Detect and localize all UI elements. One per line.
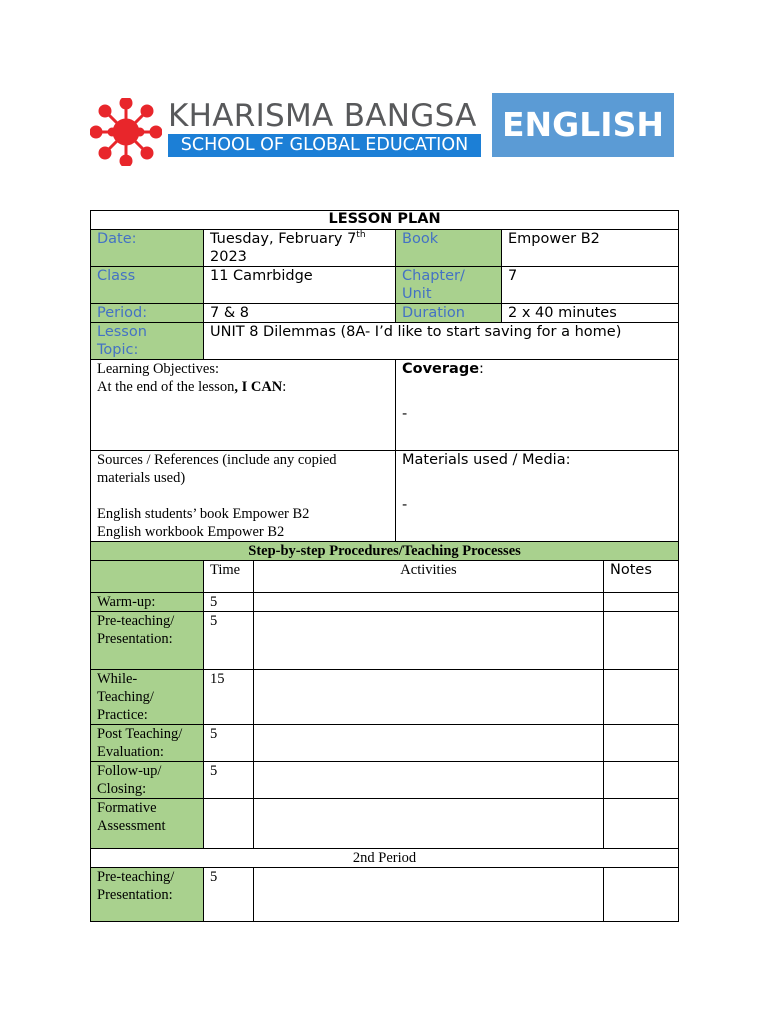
stage-label-line: Practice:: [97, 707, 148, 723]
source-item: English students’ book Empower B2: [97, 506, 310, 522]
stage-time: 5: [204, 725, 254, 762]
book-value: Empower B2: [502, 230, 679, 267]
lesson-plan-title: LESSON PLAN: [91, 211, 679, 230]
stage-label-line: Presentation:: [97, 887, 173, 903]
stage-label-line: While-: [97, 671, 138, 687]
stage-label: [91, 725, 204, 762]
materials-value: -: [402, 497, 408, 513]
subject-badge: ENGLISH: [492, 93, 674, 157]
activity-cell: [254, 762, 604, 799]
activity-cell: [254, 868, 604, 922]
stage-label: [91, 670, 204, 725]
procedures-title: Step-by-step Procedures/Teaching Processes: [91, 542, 679, 561]
notes-cell: [604, 799, 679, 849]
objectives-i-can: , I CAN: [234, 379, 283, 395]
chapter-label-line-1: Chapter/: [402, 268, 465, 284]
stage-label-line: Closing:: [97, 781, 147, 797]
stage-label-line: Presentation:: [97, 631, 173, 647]
class-label: Class: [91, 267, 204, 304]
stage-time: [204, 799, 254, 849]
learning-objectives-cell: [91, 360, 396, 451]
stage-label: [91, 799, 204, 849]
stage-label-line: Post Teaching/: [97, 726, 183, 742]
materials-label: Materials used / Media:: [402, 452, 571, 468]
sources-cell: [91, 451, 396, 542]
stage-time: 15: [204, 670, 254, 725]
stage-label-line: Formative: [97, 800, 157, 816]
stage-label-line: Evaluation:: [97, 744, 164, 760]
table-row: [91, 612, 679, 670]
stage-label-line: Follow-up/: [97, 763, 162, 779]
activity-cell: [254, 799, 604, 849]
second-period-header: 2nd Period: [91, 849, 679, 868]
activity-cell: [254, 593, 604, 612]
notes-cell: [604, 725, 679, 762]
notes-cell: [604, 593, 679, 612]
chapter-label-line-2: Unit: [402, 286, 432, 302]
objectives-intro: At the end of the lesson: [97, 379, 235, 395]
school-logo-icon: [90, 98, 162, 166]
source-item: English workbook Empower B2: [97, 524, 285, 540]
notes-cell: [604, 612, 679, 670]
table-row: [91, 670, 679, 725]
stage-label-line: Pre-teaching/: [97, 613, 175, 629]
date-value: [204, 230, 396, 267]
notes-cell: [604, 670, 679, 725]
topic-label-line-2: Topic:: [97, 342, 139, 358]
activity-cell: [254, 725, 604, 762]
stage-label: [91, 762, 204, 799]
stage-label: Warm-up:: [91, 593, 204, 612]
materials-cell: [396, 451, 679, 542]
sources-heading-line-2: materials used): [97, 470, 186, 486]
sources-heading-line-1: Sources / References (include any copied: [97, 452, 337, 468]
stage-label-line: Pre-teaching/: [97, 869, 175, 885]
chapter-label: [396, 267, 502, 304]
school-subtitle: SCHOOL OF GLOBAL EDUCATION: [168, 134, 481, 157]
table-row: [91, 868, 679, 922]
activities-column-header: Activities: [254, 561, 604, 593]
activity-cell: [254, 670, 604, 725]
stage-label: [91, 612, 204, 670]
topic-label: [91, 323, 204, 360]
stage-label: [91, 868, 204, 922]
notes-column-header: Notes: [604, 561, 679, 593]
notes-cell: [604, 762, 679, 799]
time-column-header: Time: [204, 561, 254, 593]
chapter-value: 7: [502, 267, 679, 304]
table-row: [91, 799, 679, 849]
notes-cell: [604, 868, 679, 922]
objectives-heading: Learning Objectives:: [97, 361, 219, 377]
stage-label-line: Assessment: [97, 818, 166, 834]
period-value: 7 & 8: [204, 304, 396, 323]
stage-time: 5: [204, 612, 254, 670]
coverage-label: Coverage: [402, 361, 480, 377]
objectives-intro-line: [97, 378, 389, 396]
objectives-colon: :: [282, 379, 287, 395]
class-value: 11 Camrbidge: [204, 267, 396, 304]
date-text: Tuesday, February 7: [210, 231, 357, 247]
period-label: Period:: [91, 304, 204, 323]
table-row: [91, 725, 679, 762]
school-name: KHARISMA BANGSA: [168, 98, 477, 134]
table-row: [91, 762, 679, 799]
coverage-value: -: [402, 406, 408, 422]
stage-label-line: Teaching/: [97, 689, 154, 705]
stage-time: 5: [204, 868, 254, 922]
activity-cell: [254, 612, 604, 670]
lesson-plan-table: [90, 210, 679, 922]
stage-time: 5: [204, 762, 254, 799]
duration-label: Duration: [396, 304, 502, 323]
coverage-colon: :: [479, 361, 484, 377]
stage-header-cell: [91, 561, 204, 593]
date-year: 2023: [210, 249, 247, 265]
stage-time: 5: [204, 593, 254, 612]
coverage-cell: [396, 360, 679, 451]
table-row: [91, 593, 679, 612]
date-suffix: th: [356, 230, 366, 241]
topic-label-line-1: Lesson: [97, 324, 147, 340]
duration-value: 2 x 40 minutes: [502, 304, 679, 323]
topic-value: UNIT 8 Dilemmas (8A- I’d like to start saving for a home): [204, 323, 679, 360]
book-label: Book: [396, 230, 502, 267]
date-label: Date:: [91, 230, 204, 267]
